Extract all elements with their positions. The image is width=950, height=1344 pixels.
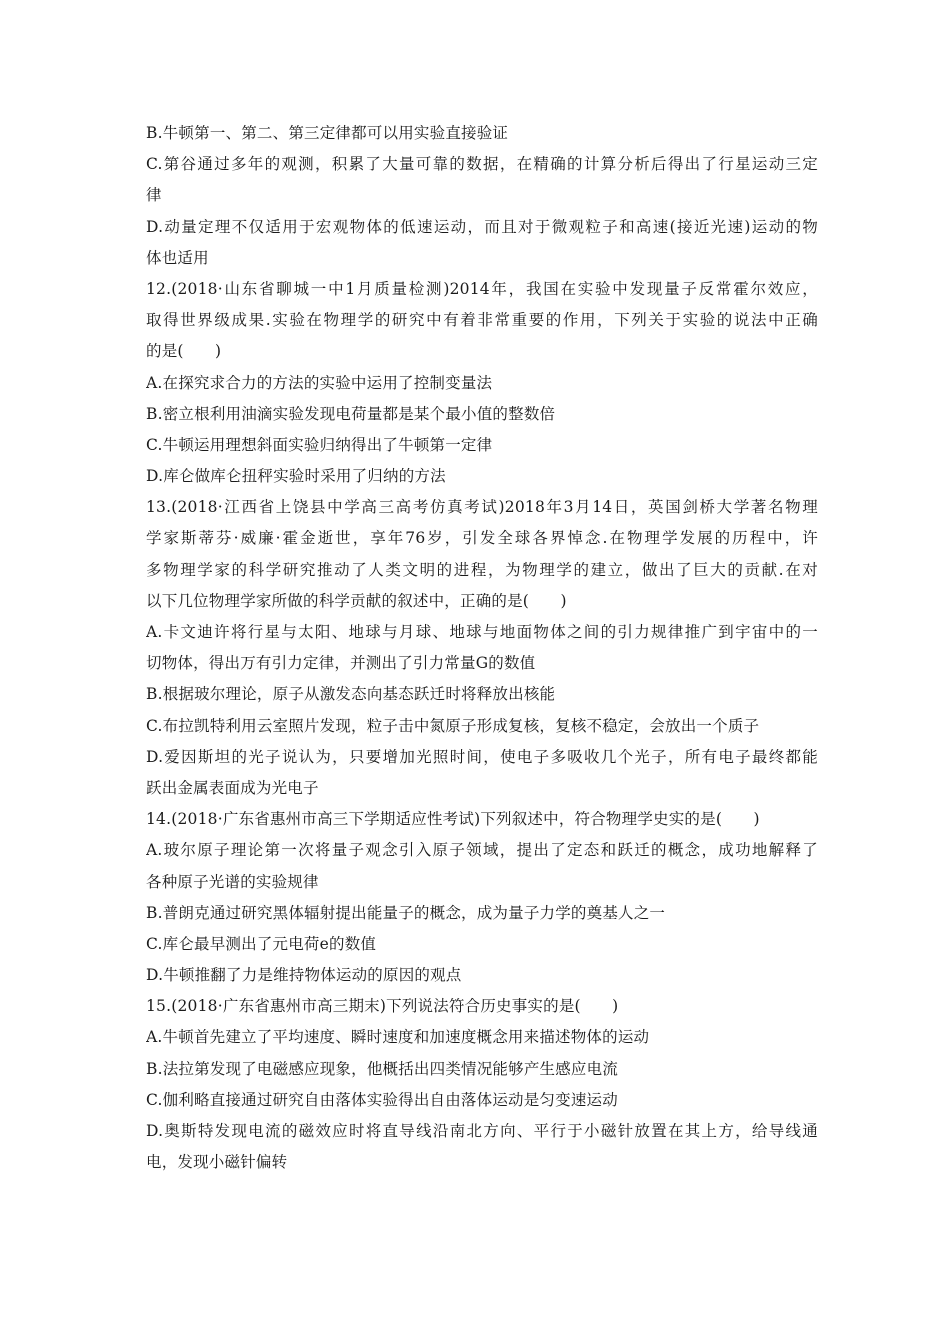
text-line: B.牛顿第一、第二、第三定律都可以用实验直接验证 — [146, 124, 509, 142]
text-line: B.根据玻尔理论，原子从激发态向基态跃迁时将释放出核能 — [146, 685, 556, 704]
text-line: 律 — [146, 186, 162, 205]
text-line: C.第谷通过多年的观测，积累了大量可靠的数据，在精确的计算分析后得出了行星运动三定 — [146, 155, 818, 174]
text-line: D.动量定理不仅适用于宏观物体的低速运动，而且对于微观粒子和高速(接近光速)运动的物 — [146, 217, 818, 236]
text-line: 跃出金属表面成为光电子 — [146, 778, 319, 797]
text-line: C.库仑最早测出了元电荷e的数值 — [146, 934, 377, 953]
text-line: 14.(2018·广东省惠州市高三下学期适应性考试)下列叙述中，符合物理学史实的是( ) — [146, 810, 760, 829]
text-line: D.牛顿推翻了力是维持物体运动的原因的观点 — [146, 966, 462, 985]
text-line: 切物体，得出万有引力定律，并测出了引力常量G的数值 — [146, 654, 536, 673]
text-line: D.爱因斯坦的光子说认为，只要增加光照时间，使电子多吸收几个光子，所有电子最终都能 — [146, 747, 818, 766]
text-line: 体也适用 — [146, 248, 209, 267]
text-line: A.牛顿首先建立了平均速度、瞬时速度和加速度概念用来描述物体的运动 — [146, 1028, 650, 1047]
text-line: 学家斯蒂芬·威廉·霍金逝世，享年76岁，引发全球各界悼念.在物理学发展的历程中，许 — [146, 529, 818, 548]
text-line: 取得世界级成果.实验在物理学的研究中有着非常重要的作用，下列关于实验的说法中正确 — [146, 311, 818, 330]
text-line: 以下几位物理学家所做的科学贡献的叙述中，正确的是( ) — [146, 591, 567, 610]
text-line: 12.(2018·山东省聊城一中1月质量检测)2014年，我国在实验中发现量子反常霍尔效应， — [146, 279, 818, 298]
text-line: 多物理学家的科学研究推动了人类文明的进程，为物理学的建立，做出了巨大的贡献.在对 — [146, 560, 818, 579]
text-line: 的是( ) — [146, 342, 222, 361]
text-line: A.在探究求合力的方法的实验中运用了控制变量法 — [146, 373, 493, 392]
text-line: B.普朗克通过研究黑体辐射提出能量子的概念，成为量子力学的奠基人之一 — [146, 903, 666, 922]
text-line: D.库仑做库仑扭秤实验时采用了归纳的方法 — [146, 467, 446, 486]
text-line: C.牛顿运用理想斜面实验归纳得出了牛顿第一定律 — [146, 435, 493, 454]
text-line: 各种原子光谱的实验规律 — [146, 872, 319, 891]
text-line: D.奥斯特发现电流的磁效应时将直导线沿南北方向、平行于小磁针放置在其上方，给导线通 — [146, 1122, 818, 1140]
document-page — [146, 118, 818, 1178]
text-line: 13.(2018·江西省上饶县中学高三高考仿真考试)2018年3月14日，英国剑桥大学著名物理 — [146, 498, 818, 517]
text-line: A.卡文迪许将行星与太阳、地球与月球、地球与地面物体之间的引力规律推广到宇宙中的一 — [146, 623, 818, 641]
text-line: C.伽利略直接通过研究自由落体实验得出自由落体运动是匀变速运动 — [146, 1090, 618, 1109]
text-line: 电，发现小磁针偏转 — [146, 1153, 288, 1172]
text-line: A.玻尔原子理论第一次将量子观念引入原子领域，提出了定态和跃迁的概念，成功地解释了 — [146, 841, 818, 860]
text-line: C.布拉凯特利用云室照片发现，粒子击中氮原子形成复核，复核不稳定，会放出一个质子 — [146, 716, 760, 735]
text-line: B.密立根利用油滴实验发现电荷量都是某个最小值的整数倍 — [146, 404, 556, 423]
text-line: 15.(2018·广东省惠州市高三期末)下列说法符合历史事实的是( ) — [146, 997, 619, 1016]
text-line: B.法拉第发现了电磁感应现象，他概括出四类情况能够产生感应电流 — [146, 1059, 619, 1078]
